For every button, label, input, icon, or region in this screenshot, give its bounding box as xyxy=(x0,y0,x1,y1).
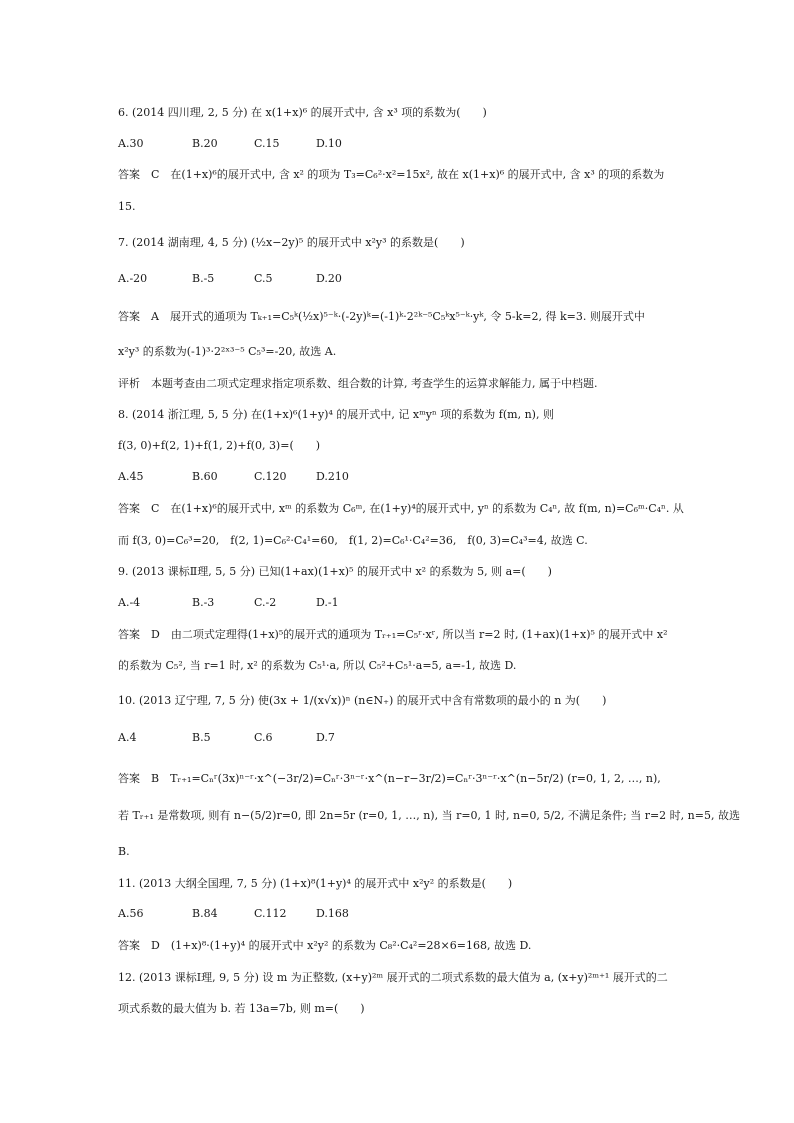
option-d: D.10 xyxy=(316,137,342,150)
option-c: C.5 xyxy=(254,272,273,285)
question-8-stem: 8. (2014 浙江理, 5, 5 分) 在(1+x)⁶(1+y)⁴ 的展开式中, 记 xᵐyⁿ 项的系数为 f(m, n), 则 xyxy=(118,408,554,421)
option-a: A.-4 xyxy=(118,596,141,609)
option-c: C.120 xyxy=(254,470,287,483)
option-b: B.5 xyxy=(192,731,211,744)
question-9-answer-line1: 答案 D 由二项式定理得(1+x)⁵的展开式的通项为 Tᵣ₊₁=C₅ʳ·xʳ, 所以当 r=2 时, (1+ax)(1+x)⁵ 的展开式中 x² xyxy=(118,628,668,641)
option-a: A.30 xyxy=(118,137,144,150)
question-12-stem-line2: 项式系数的最大值为 b. 若 13a=7b, 则 m=( ) xyxy=(118,1002,365,1015)
option-b: B.84 xyxy=(192,907,218,920)
option-a: A.56 xyxy=(118,907,144,920)
question-10-options xyxy=(118,731,335,745)
option-c: C.15 xyxy=(254,137,280,150)
question-12-stem: 12. (2013 课标Ⅰ理, 9, 5 分) 设 m 为正整数, (x+y)²ᵐ 展开式的二项式系数的最大值为 a, (x+y)²ᵐ⁺¹ 展开式的二 xyxy=(118,971,668,984)
question-8-options xyxy=(118,470,349,484)
question-8-stem-line2: f(3, 0)+f(2, 1)+f(1, 2)+f(0, 3)=( ) xyxy=(118,439,321,452)
option-b: B.60 xyxy=(192,470,218,483)
option-d: D.168 xyxy=(316,907,349,920)
option-b: B.-3 xyxy=(192,596,215,609)
question-10-answer-line1: 答案 B Tᵣ₊₁=Cₙʳ(3x)ⁿ⁻ʳ·x^(−3r/2)=Cₙʳ·3ⁿ⁻ʳ·x^(n−r−3r/2)=Cₙʳ·3ⁿ⁻ʳ·x^(n−5r/2) (r=0, 1, 2, …, n), xyxy=(118,772,661,785)
option-b: B.20 xyxy=(192,137,218,150)
question-7-comment: 评析 本题考查由二项式定理求指定项系数、组合数的计算, 考查学生的运算求解能力, 属于中档题. xyxy=(118,377,598,390)
question-6-stem: 6. (2014 四川理, 2, 5 分) 在 x(1+x)⁶ 的展开式中, 含 x³ 项的系数为( ) xyxy=(118,106,487,119)
question-9-answer-line2: 的系数为 C₅², 当 r=1 时, x² 的系数为 C₅¹·a, 所以 C₅²+C₅¹·a=5, a=-1, 故选 D. xyxy=(118,659,517,672)
option-d: D.7 xyxy=(316,731,335,744)
option-d: D.20 xyxy=(316,272,342,285)
option-c: C.-2 xyxy=(254,596,277,609)
question-7-options xyxy=(118,272,342,286)
question-7-answer-line1: 答案 A 展开式的通项为 Tₖ₊₁=C₅ᵏ(½x)⁵⁻ᵏ·(-2y)ᵏ=(-1)ᵏ·2²ᵏ⁻⁵C₅ᵏx⁵⁻ᵏ·yᵏ, 令 5-k=2, 得 k=3. 则展开式中 xyxy=(118,310,645,323)
question-11-stem: 11. (2013 大纲全国理, 7, 5 分) (1+x)⁸(1+y)⁴ 的展开式中 x²y² 的系数是( ) xyxy=(118,877,513,890)
question-7-stem: 7. (2014 湖南理, 4, 5 分) (½x−2y)⁵ 的展开式中 x²y³ 的系数是( ) xyxy=(118,236,465,249)
question-6-answer-line2: 15. xyxy=(118,200,136,213)
option-d: D.210 xyxy=(316,470,349,483)
option-c: C.6 xyxy=(254,731,273,744)
question-9-stem: 9. (2013 课标Ⅱ理, 5, 5 分) 已知(1+ax)(1+x)⁵ 的展开式中 x² 的系数为 5, 则 a=( ) xyxy=(118,565,552,578)
option-a: A.45 xyxy=(118,470,144,483)
question-10-stem: 10. (2013 辽宁理, 7, 5 分) 使(3x + 1/(x√x))ⁿ (n∈N₊) 的展开式中含有常数项的最小的 n 为( ) xyxy=(118,694,607,707)
question-11-answer-line1: 答案 D (1+x)⁸·(1+y)⁴ 的展开式中 x²y² 的系数为 C₈²·C₄²=28×6=168, 故选 D. xyxy=(118,939,532,952)
question-6-options xyxy=(118,137,342,151)
option-a: A.4 xyxy=(118,731,137,744)
question-8-answer-line2: 而 f(3, 0)=C₆³=20, f(2, 1)=C₆²·C₄¹=60, f(1, 2)=C₆¹·C₄²=36, f(0, 3)=C₄³=4, 故选 C. xyxy=(118,534,588,547)
question-10-answer-line3: B. xyxy=(118,845,130,858)
question-10-answer-line2: 若 Tᵣ₊₁ 是常数项, 则有 n−(5/2)r=0, 即 2n=5r (r=0, 1, …, n), 当 r=0, 1 时, n=0, 5/2, 不满足条件; 当 r=2 时, n=5, 故选 xyxy=(118,809,740,822)
question-7-answer-line2: x²y³ 的系数为(-1)³·2²ˣ³⁻⁵ C₅³=-20, 故选 A. xyxy=(118,345,337,358)
question-11-options xyxy=(118,907,349,921)
option-a: A.-20 xyxy=(118,272,148,285)
question-9-options xyxy=(118,596,339,610)
option-d: D.-1 xyxy=(316,596,339,609)
question-8-answer-line1: 答案 C 在(1+x)⁶的展开式中, xᵐ 的系数为 C₆ᵐ, 在(1+y)⁴的展开式中, yⁿ 的系数为 C₄ⁿ, 故 f(m, n)=C₆ᵐ·C₄ⁿ. 从 xyxy=(118,502,684,515)
option-c: C.112 xyxy=(254,907,287,920)
question-6-answer-line1: 答案 C 在(1+x)⁶的展开式中, 含 x² 的项为 T₃=C₆²·x²=15x², 故在 x(1+x)⁶ 的展开式中, 含 x³ 的项的系数为 xyxy=(118,168,665,181)
option-b: B.-5 xyxy=(192,272,215,285)
